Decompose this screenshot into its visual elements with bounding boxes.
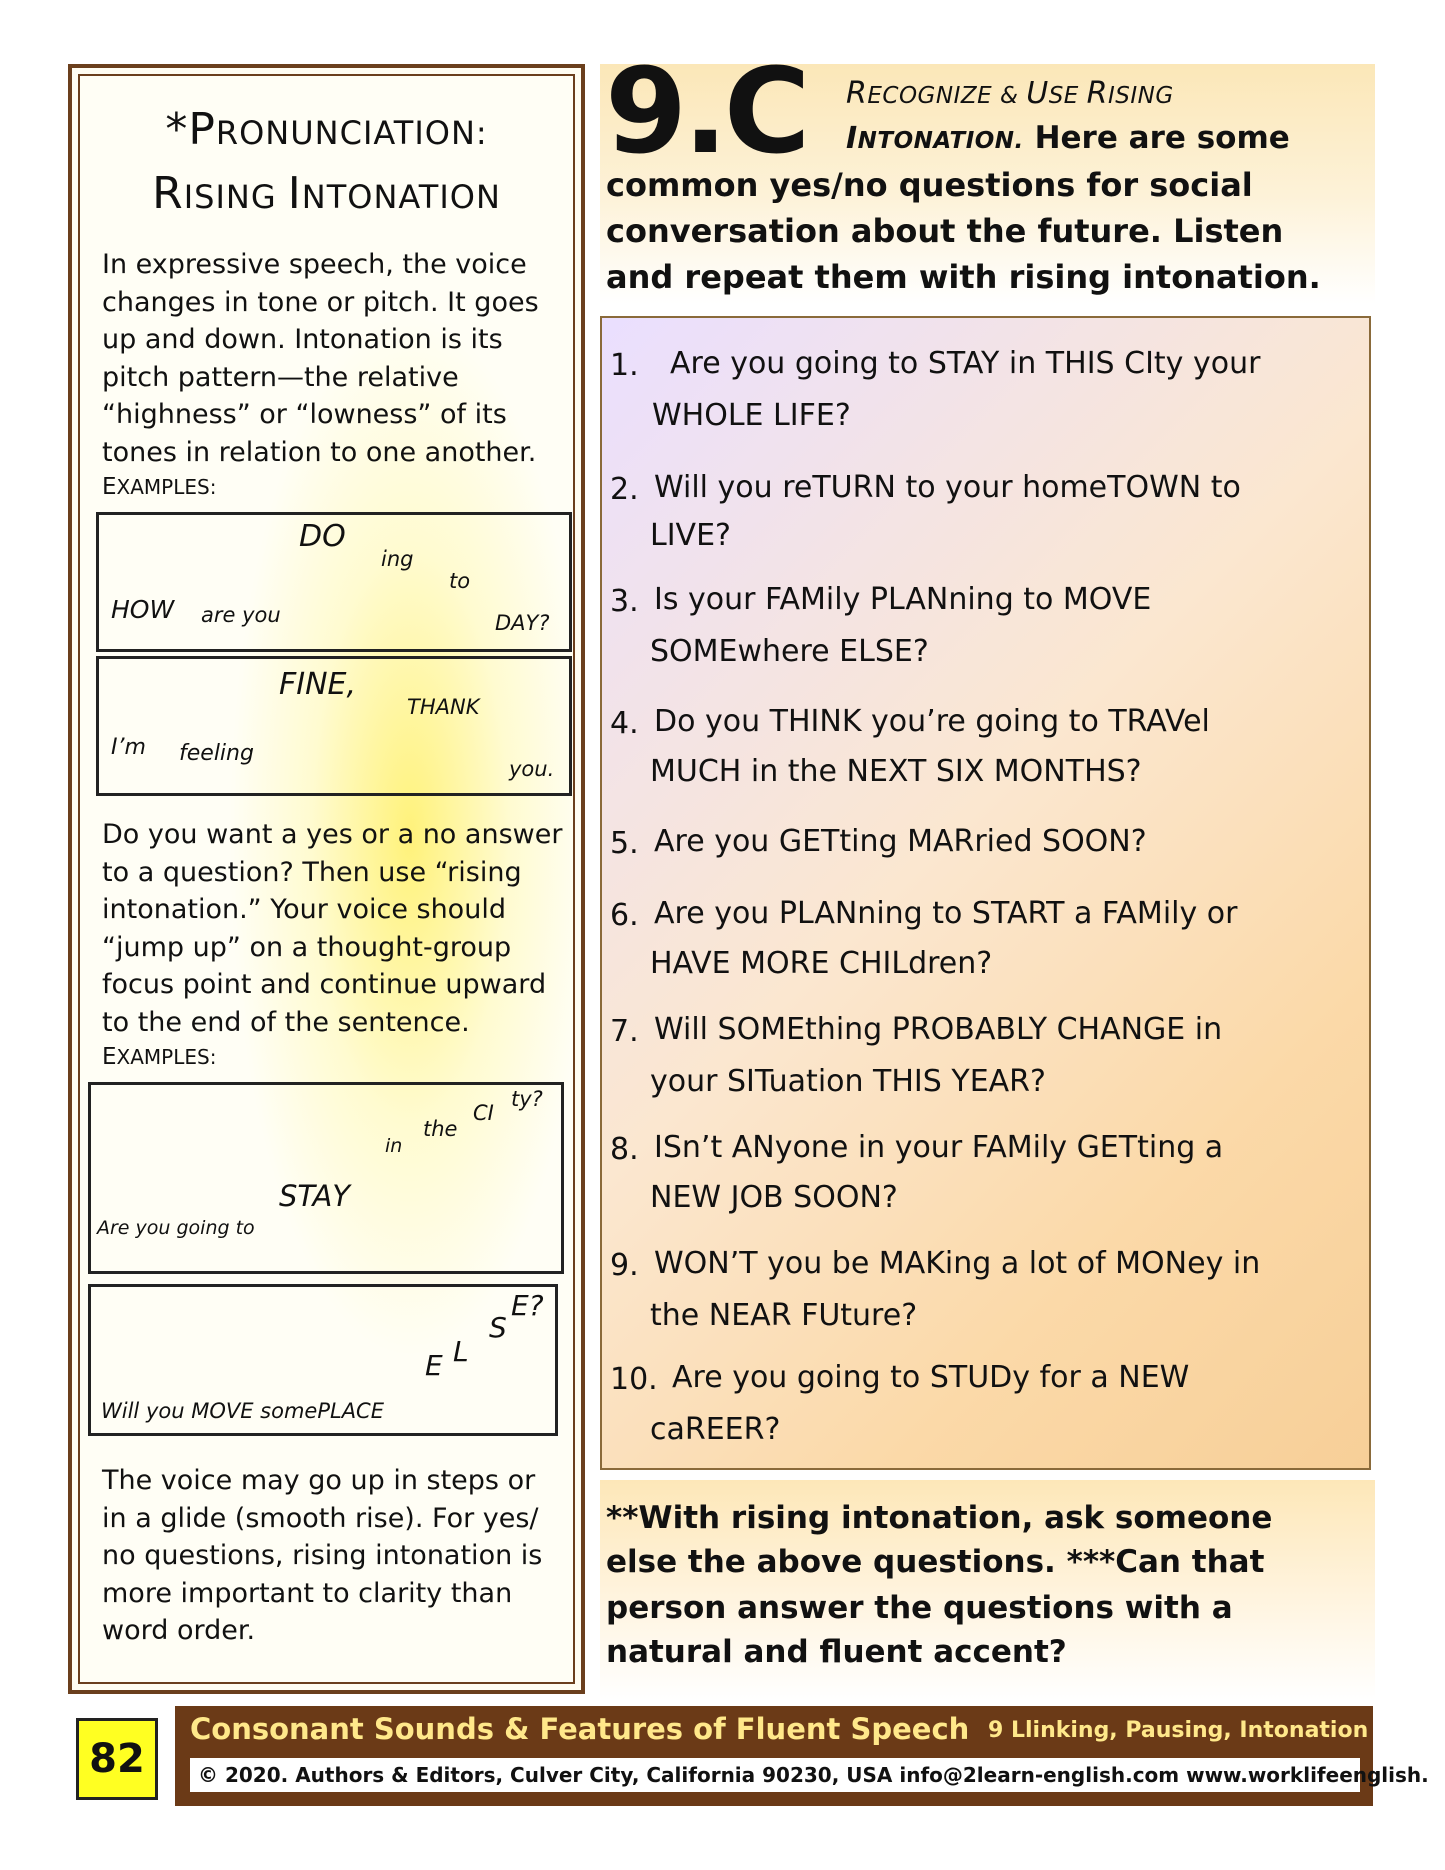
word-the: the [423,1117,458,1141]
word-l: L [453,1335,469,1368]
section-number: 9.C [605,42,807,180]
word-fine: FINE, [279,667,357,702]
question-text-cont: your SITuation THIS YEAR? [650,1064,1046,1099]
middle-line: “jump up” on a thought-group [102,931,512,963]
question-text: Are you PLANning to START a FAMily or [654,896,1238,931]
examples-label-1 [102,474,216,500]
title-initial-r: R [152,168,184,219]
header-line3: common yes/no questions for social [606,166,1253,204]
sidebar-title-line1 [80,104,573,155]
question-text-cont: MUCH in the NEXT SIX MONTHS? [650,754,1142,789]
examples-smallcaps: XAMPLES: [116,1045,217,1069]
title-smallcaps: RONUNCIATION: [215,114,488,152]
intro-line: In expressive speech, the voice [102,249,527,280]
examples-smallcaps: XAMPLES: [116,475,217,499]
question-text: ISn’t ANyone in your FAMily GETting a [654,1130,1224,1165]
word-you: you. [509,757,555,781]
title-star-initial: *P [165,104,216,155]
kicker-sc: NTONATION. [857,128,1024,154]
example-box-fine-thank-you [96,656,572,796]
closing-line: in a glide (smooth rise). For yes/ [102,1502,539,1534]
question-text: Are you GETting MARried SOON? [654,824,1147,859]
middle-line: to the end of the sentence. [102,1006,470,1038]
word-how: HOW [111,595,175,624]
middle-line: intonation.” Your voice should [102,894,506,925]
examples-initial: E [102,1044,117,1070]
word-s: S [489,1311,507,1344]
sidebar-intro-paragraph [102,246,582,471]
questions-box [600,316,1371,1470]
word-to: to [449,569,471,593]
title-smallcaps-rising: ISING [183,178,288,216]
word-stay: STAY [279,1179,351,1213]
question-text-cont: HAVE MORE CHILdren? [650,946,993,981]
header-line5: and repeat them with rising intonation. [606,258,1321,296]
intro-line: tones in relation to one another. [102,436,537,468]
title-initial-i: I [287,168,302,219]
closing-line: no questions, rising intonation is [102,1540,543,1571]
header-line4: conversation about the future. Listen [606,212,1284,250]
footer-chapter-title: 9 Llinking, Pausing, Intonation [988,1718,1369,1743]
note-line: natural and fluent accent? [606,1634,1067,1670]
middle-line: focus point and continue upward [102,969,547,1000]
intro-line: pitch pattern—the relative [102,361,459,393]
closing-line: more important to clarity than [102,1577,513,1609]
note-line: **With rising intonation, ask someone [606,1500,1273,1536]
title-smallcaps-intonation: NTONATION [301,178,501,216]
word-do: DO [299,519,346,554]
kicker-cap: I [846,121,858,156]
question-text: WON’T you be MAKing a lot of MONey in [654,1246,1261,1281]
question-text-cont: SOMEwhere ELSE? [650,634,929,669]
question-text-cont: caREER? [650,1412,781,1447]
sidebar-title-line2 [80,168,573,219]
intro-line: “highness” or “lowness” of its [102,399,507,430]
pronunciation-sidebar [68,64,585,1694]
note-line: person answer the questions with a [606,1590,1233,1626]
question-number: 10. [610,1362,658,1397]
kicker-cap: R [846,76,868,111]
question-number: 4. [610,706,639,741]
kicker-sc: ISING [1108,83,1174,109]
question-text: Are you going to STUDy for a NEW [672,1360,1190,1395]
question-number: 6. [610,898,639,933]
word-ci: CI [473,1101,494,1125]
footer-book-title: Consonant Sounds & Features of Fluent Speech [190,1712,970,1746]
word-day: DAY? [495,611,550,635]
page-number-badge: 82 [76,1718,158,1800]
example-box-how-are-you [96,512,572,652]
closing-line: The voice may go up in steps or [102,1465,536,1496]
intro-line: changes in tone or pitch. It goes [102,286,539,318]
question-text: Are you going to STAY in THIS CIty your [670,346,1261,381]
sidebar-inner-frame [78,74,575,1684]
example-box-move-someplace-else [88,1284,558,1436]
kicker-cap: U [1026,76,1049,111]
question-text-cont: NEW JOB SOON? [650,1180,898,1215]
example-box-stay-in-the-city [88,1082,564,1274]
examples-label-2 [102,1044,216,1070]
header-kicker-line2 [846,120,1290,156]
question-number: 5. [610,826,639,861]
examples-initial: E [102,474,117,500]
question-text: Is your FAMily PLANning to MOVE [654,582,1152,617]
word-feeling: feeling [179,741,254,766]
word-e-question: E? [511,1289,544,1322]
word-ty: ty? [511,1087,543,1111]
intro-line: up and down. Intonation is its [102,324,503,355]
question-text: Will you reTURN to your homeTOWN to [654,470,1241,505]
middle-line: Do you want a yes or a no answer [102,819,563,850]
question-number: 7. [610,1014,639,1049]
question-number: 8. [610,1132,639,1167]
header-kicker-line1 [846,76,1174,111]
word-ing: ing [381,547,414,571]
question-text: Will SOMEthing PROBABLY CHANGE in [654,1012,1223,1047]
question-text: Do you THINK you’re going to TRAVel [654,704,1210,739]
question-number: 9. [610,1248,639,1283]
word-are-you-going-to: Are you going to [97,1217,255,1239]
sidebar-middle-paragraph [102,816,582,1041]
middle-line: to a question? Then use “rising [102,856,522,888]
question-number: 2. [610,472,639,507]
word-e: E [425,1349,443,1382]
question-number: 1. [610,348,639,383]
question-text-cont: WHOLE LIFE? [652,398,851,433]
kicker-sc: SE [1048,83,1087,109]
sidebar-closing-paragraph [102,1462,582,1650]
word-thank: THANK [407,695,480,719]
word-im: I’m [111,735,146,760]
note-line: else the above questions. ***Can that [606,1544,1265,1580]
kicker-sc: ECOGNIZE & [867,83,1027,109]
kicker-cap: R [1086,76,1108,111]
closing-line: word order. [102,1615,256,1646]
header-line2-rest: Here are some [1023,120,1290,156]
word-will-you-move-someplace: Will you MOVE somePLACE [101,1399,384,1423]
question-text-cont: the NEAR FUture? [650,1298,918,1333]
question-text-cont: LIVE? [650,518,731,553]
word-in: in [385,1135,403,1157]
footer-copyright: © 2020. Authors & Editors, Culver City, California 90230, USA info@2learn-english.com www.worklifeenglish. [190,1758,1360,1792]
question-number: 3. [610,584,639,619]
word-are-you: are you [201,603,281,627]
